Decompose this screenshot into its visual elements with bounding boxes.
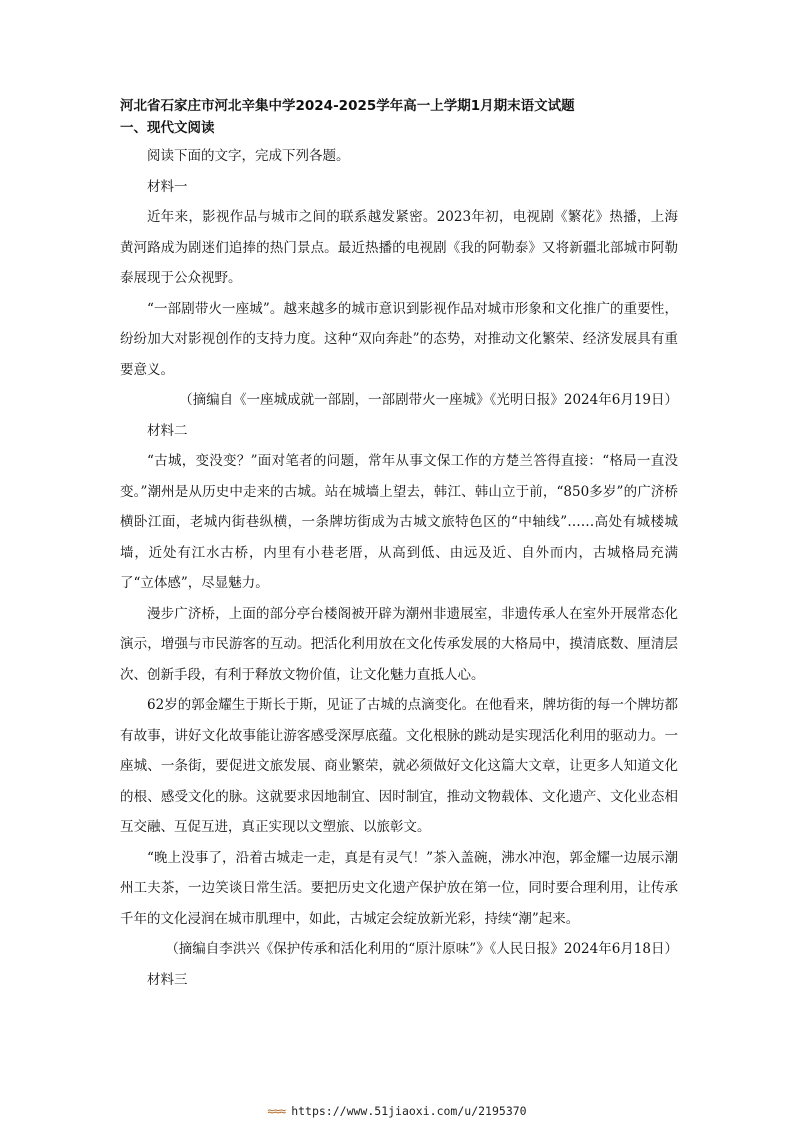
material-1-paragraph: 近年来，影视作品与城市之间的联系越发紧密。2023年初，电视剧《繁花》热播，上海黄河路成为剧迷们追捧的热门景点。最近热播的电视剧《我的阿勒泰》又将新疆北部城市阿勒泰展现于公众视野。 — [120, 209, 678, 286]
material-2-paragraph: 漫步广济桥，上面的部分亭台楼阁被开辟为潮州非遗展室，非遗传承人在室外开展常态化演示，增强与市民游客的互动。把活化利用放在文化传承发展的大格局中，摸清底数、厘清层次、创新手段，有利于释放文物价值，让文化魅力直抵人心。 — [120, 605, 678, 683]
material-2-source: （摘编自李洪兴《保护传承和活化利用的“原汁原味”》《人民日报》2024年6月18日） — [165, 941, 678, 957]
instruction-text: 阅读下面的文字，完成下列各题。 — [147, 148, 350, 164]
material-1-paragraph: “一部剧带火一座城”。越来越多的城市意识到影视作品对城市形象和文化推广的重要性，纷纷加大对影视创作的支持力度。这种“双向奔赴”的态势，对推动文化繁荣、经济发展具有重要意义。 — [120, 300, 678, 378]
material-1-label: 材料一 — [147, 178, 188, 195]
footer-url-link[interactable]: https://www.51jiaoxi.com/u/2195370 — [291, 1104, 527, 1118]
document-title: 河北省石家庄市河北辛集中学2024-2025学年高一上学期1月期末语文试题 — [120, 98, 575, 114]
material-1-source: （摘编自《一座城成就一部剧，一部剧带火一座城》《光明日报》2024年6月19日） — [179, 392, 678, 408]
material-3-label: 材料三 — [147, 971, 188, 988]
material-2-paragraph: “古城，变没变？”面对笔者的问题，常年从事文保工作的方楚兰答得直接：“格局一直没变。”潮州是从历史中走来的古城。站在城墙上望去，韩江、韩山立于前，“850多岁”的广济桥横卧江面，老城内街巷纵横，一条牌坊街成为古城文旅特色区的“中轴线”……高处有城楼城墙，近处有江水古桥，内里有小巷老厝，从高到低、由远及近、自外而内，古城格局充满了“立体感”，尽显魅力。 — [120, 453, 678, 591]
material-2-label: 材料二 — [147, 422, 188, 439]
material-2-paragraph: 62岁的郭金耀生于斯长于斯，见证了古城的点滴变化。在他看来，牌坊街的每一个牌坊都有故事，讲好文化故事能让游客感受深厚底蕴。文化根脉的跳动是实现活化利用的驱动力。一座城、一条街，要促进文旅发展、商业繁荣，就必须做好文化这篇大文章，让更多人知道文化的根、感受文化的脉。这就要求因地制宜、因时制宜，推动文物载体、文化遗产、文化业态相互交融、互促互进，真正实现以文塑旅、以旅彰文。 — [120, 697, 678, 835]
page-footer — [0, 1104, 794, 1118]
section-heading: 一、现代文阅读 — [120, 120, 215, 136]
material-2-paragraph: “晚上没事了，沿着古城走一走，真是有灵气！”茶入盖碗，沸水冲泡，郭金耀一边展示潮州工夫茶，一边笑谈日常生活。要把历史文化遗产保护放在第一位，同时要合理利用，让传承千年的文化浸润在城市肌理中，如此，古城定会绽放新光彩，持续“潮”起来。 — [120, 849, 678, 927]
watermark-logo-icon: ≈≈≈ — [267, 1104, 286, 1118]
document-page — [120, 96, 678, 995]
